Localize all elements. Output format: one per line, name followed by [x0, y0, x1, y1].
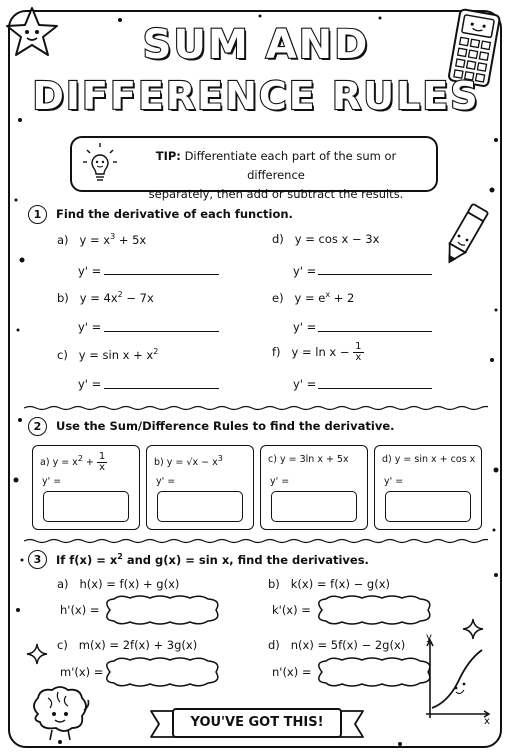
answer-label-1c: y' = — [78, 377, 102, 391]
answer-line-1d[interactable] — [318, 274, 432, 275]
tip-box — [70, 136, 438, 201]
section-2-number: 2 — [28, 417, 47, 436]
derivative-card-d: d) y = sin x + cos x y' = — [374, 445, 482, 530]
answer-label-3a: h'(x) = — [60, 603, 100, 617]
answer-label-3d: n'(x) = — [272, 665, 312, 679]
problem-3b: b) k(x) = f(x) − g(x) — [268, 577, 391, 591]
problem-3d: d) n(x) = 5f(x) − 2g(x) — [268, 638, 406, 652]
section-1-title: Find the derivative of each function. — [56, 207, 293, 221]
problem-3c: c) m(x) = 2f(x) + 3g(x) — [57, 638, 198, 652]
card-c-answer-box[interactable] — [271, 491, 357, 522]
card-d-answer-box[interactable] — [385, 491, 471, 522]
brain-mascot-icon — [28, 684, 94, 742]
encouragement-banner: YOU'VE GOT THIS! — [172, 708, 342, 738]
answer-cloud-3c[interactable] — [100, 656, 226, 688]
derivative-card-c: c) y = 3ln x + 5x y' = — [260, 445, 368, 530]
answer-line-1b[interactable] — [104, 331, 219, 332]
card-c-answer-label: y' = — [270, 476, 290, 487]
problem-1f: f) y = ln x − $\frac{1}{x}$ — [272, 341, 362, 363]
answer-cloud-3a[interactable] — [100, 594, 226, 626]
graph-x-label: x — [484, 716, 490, 724]
title-line-1: SUM AND — [142, 22, 370, 68]
section-1-number: 1 — [28, 205, 47, 224]
problem-1b: b) $y = 4x^2 - 7x$ — [57, 290, 154, 305]
sparkle-icon — [26, 643, 48, 665]
fraction-2a: $\frac{1}{x}$ — [98, 451, 106, 473]
answer-line-1c[interactable] — [104, 388, 219, 389]
answer-label-3c: m'(x) = — [60, 665, 104, 679]
answer-line-1a[interactable] — [104, 274, 219, 275]
tip-line-2: separately, then add or subtract the results. — [148, 187, 404, 201]
problem-1a: a) $y = x^3 + 5x$ — [57, 232, 147, 247]
problem-1d: d) y = cos x − 3x — [272, 232, 380, 246]
pencil-mascot-icon — [438, 200, 492, 270]
title-line-2: DIFFERENCE RULES — [32, 74, 480, 118]
lightbulb-icon — [82, 142, 118, 186]
derivative-card-b: b) $y = √x - x^3$ y' = — [146, 445, 254, 530]
section-divider — [24, 538, 488, 544]
problem-3a: a) h(x) = f(x) + g(x) — [57, 577, 180, 591]
answer-cloud-3b[interactable] — [312, 594, 438, 626]
section-3-title: If $f(x) = x^2$ and g(x) = sin x, find the derivatives. — [56, 552, 369, 567]
answer-line-1f[interactable] — [318, 388, 432, 389]
section-3-number: 3 — [28, 550, 47, 569]
answer-label-1e: y' = — [293, 320, 317, 334]
answer-label-1d: y' = — [293, 264, 317, 278]
graph-y-label: y — [426, 632, 432, 643]
fraction-1f: $\frac{1}{x}$ — [355, 341, 362, 363]
problem-1c: c) $y = \sin x + x^2$ — [57, 347, 159, 362]
tip-line-1: Differentiate each part of the sum or difference — [184, 149, 397, 182]
card-b-answer-box[interactable] — [157, 491, 243, 522]
card-d-answer-label: y' = — [384, 476, 404, 487]
card-b-answer-label: y' = — [156, 476, 176, 487]
card-a-answer-label: y' = — [42, 476, 62, 487]
section-divider — [24, 405, 488, 411]
graph-icon — [412, 632, 492, 724]
section-2-title: Use the Sum/Difference Rules to find the derivative. — [56, 419, 395, 433]
card-a-answer-box[interactable] — [43, 491, 129, 522]
answer-label-1a: y' = — [78, 264, 102, 278]
answer-line-1e[interactable] — [318, 331, 432, 332]
answer-label-1b: y' = — [78, 320, 102, 334]
derivative-card-a: a) $y = x^2$ + $\frac{1}{x}$ y' = — [32, 445, 140, 530]
answer-label-1f: y' = — [293, 377, 317, 391]
problem-1e: e) $y = e^x + 2$ — [272, 290, 355, 305]
tip-label: TIP: — [155, 149, 181, 163]
answer-label-3b: k'(x) = — [272, 603, 311, 617]
